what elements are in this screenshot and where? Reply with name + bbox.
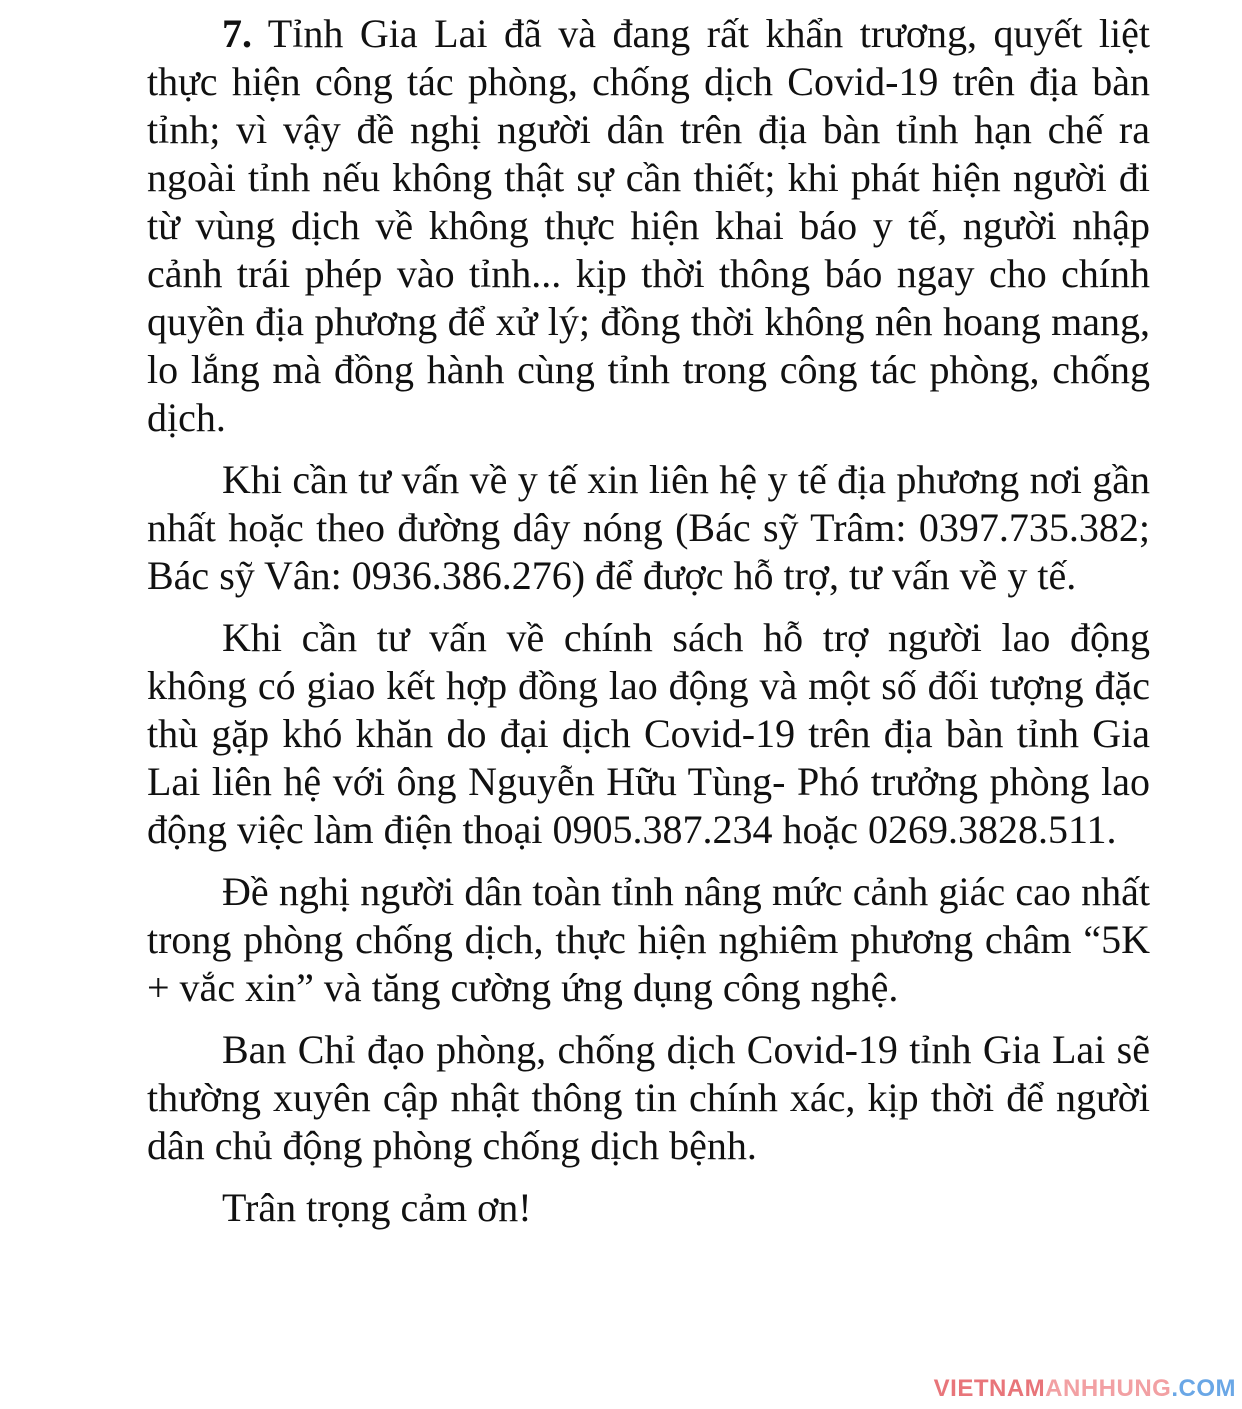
watermark-part-3: .COM bbox=[1171, 1375, 1236, 1402]
watermark-part-1: VIETNAM bbox=[933, 1375, 1046, 1402]
paragraph-medical-hotline: Khi cần tư vấn về y tế xin liên hệ y tế địa phương nơi gần nhất hoặc theo đường dây nóng (Bác sỹ Trâm: 0397.735.382; Bác sỹ Vân: 0936.386.276) để được hỗ trợ, tư vấn về y tế. bbox=[147, 457, 1150, 598]
paragraph-text: Tỉnh Gia Lai đã và đang rất khẩn trương, quyết liệt thực hiện công tác phòng, chống dịch Covid-19 trên địa bàn tỉnh; vì vậy đề nghị người dân trên địa bàn tỉnh hạn chế ra ngoài tỉnh nếu không thật sự cần thiết; khi phát hiện người đi từ vùng dịch về không thực hiện khai báo y tế, người nhập cảnh trái phép vào tỉnh... kịp thời thông báo ngay cho chính quyền địa phương để xử lý; đồng thời không nên hoang mang, lo lắng mà đồng hành cùng tỉnh trong công tác phòng, chống dịch. bbox=[147, 11, 1150, 440]
closing-line: Trân trọng cảm ơn! bbox=[222, 1185, 532, 1230]
paragraph-vigilance: Đề nghị người dân toàn tỉnh nâng mức cảnh giác cao nhất trong phòng chống dịch, thực hiện nghiêm phương châm “5K + vắc xin” và tăng cường ứng dụng công nghệ. bbox=[147, 869, 1150, 1010]
paragraph-labor-support: Khi cần tư vấn về chính sách hỗ trợ người lao động không có giao kết hợp đồng lao động và một số đối tượng đặc thù gặp khó khăn do đại dịch Covid-19 trên địa bàn tỉnh Gia Lai liên hệ với ông Nguyễn Hữu Tùng- Phó trưởng phòng lao động việc làm điện thoại 0905.387.234 hoặc 0269.3828.511. bbox=[147, 615, 1150, 852]
site-watermark bbox=[934, 1375, 1236, 1403]
paragraph-number: 7. bbox=[222, 11, 252, 56]
paragraph-7 bbox=[147, 10, 1150, 442]
watermark-part-2: ANHHUNG bbox=[1045, 1375, 1172, 1402]
document-body bbox=[147, 10, 1150, 1246]
paragraph-steering-committee: Ban Chỉ đạo phòng, chống dịch Covid-19 tỉnh Gia Lai sẽ thường xuyên cập nhật thông tin chính xác, kịp thời để người dân chủ động phòng chống dịch bệnh. bbox=[147, 1027, 1150, 1168]
